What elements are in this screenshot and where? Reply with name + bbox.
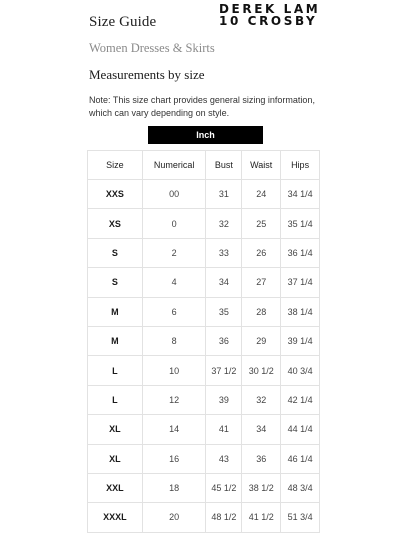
table-row <box>88 503 320 532</box>
cell-bust: 45 1/2 <box>206 473 242 502</box>
cell-waist: 32 <box>242 385 281 414</box>
cell-bust: 37 1/2 <box>206 356 242 385</box>
cell-size: L <box>88 385 143 414</box>
column-header-waist: Waist <box>242 151 281 180</box>
table-row <box>88 297 320 326</box>
cell-size: S <box>88 268 143 297</box>
cell-waist: 36 <box>242 444 281 473</box>
table-row <box>88 473 320 502</box>
cell-waist: 34 <box>242 415 281 444</box>
table-row <box>88 356 320 385</box>
cell-hips: 35 1/4 <box>281 209 320 238</box>
cell-hips: 40 3/4 <box>281 356 320 385</box>
cell-bust: 33 <box>206 238 242 267</box>
cell-hips: 36 1/4 <box>281 238 320 267</box>
section-heading: Measurements by size <box>89 67 205 82</box>
table-row <box>88 180 320 209</box>
cell-numerical: 6 <box>142 297 206 326</box>
cell-bust: 31 <box>206 180 242 209</box>
cell-waist: 24 <box>242 180 281 209</box>
cell-size: XXS <box>88 180 143 209</box>
cell-waist: 25 <box>242 209 281 238</box>
cell-numerical: 8 <box>142 326 206 355</box>
cell-hips: 34 1/4 <box>281 180 320 209</box>
cell-numerical: 4 <box>142 268 206 297</box>
table-row <box>88 238 320 267</box>
cell-waist: 29 <box>242 326 281 355</box>
cell-size: XXL <box>88 473 143 502</box>
table-row <box>88 385 320 414</box>
cell-size: L <box>88 356 143 385</box>
cell-size: XXXL <box>88 503 143 532</box>
cell-numerical: 00 <box>142 180 206 209</box>
cell-bust: 48 1/2 <box>206 503 242 532</box>
cell-waist: 41 1/2 <box>242 503 281 532</box>
cell-waist: 26 <box>242 238 281 267</box>
cell-numerical: 12 <box>142 385 206 414</box>
brand-logo-line-2: 10 CROSBY <box>219 14 318 28</box>
cell-numerical: 2 <box>142 238 206 267</box>
cell-bust: 34 <box>206 268 242 297</box>
cell-hips: 48 3/4 <box>281 473 320 502</box>
table-body <box>88 180 320 533</box>
cell-numerical: 0 <box>142 209 206 238</box>
column-header-bust: Bust <box>206 151 242 180</box>
size-table <box>87 150 320 533</box>
cell-hips: 46 1/4 <box>281 444 320 473</box>
table-row <box>88 209 320 238</box>
brand-logo-line-1: DEREK LAM <box>219 2 321 16</box>
table-row <box>88 268 320 297</box>
cell-hips: 42 1/4 <box>281 385 320 414</box>
cell-waist: 28 <box>242 297 281 326</box>
cell-bust: 36 <box>206 326 242 355</box>
table-row <box>88 444 320 473</box>
brand-logo <box>219 3 320 27</box>
column-header-numerical: Numerical <box>142 151 206 180</box>
cell-size: S <box>88 238 143 267</box>
table-header-row <box>88 151 320 180</box>
cell-hips: 39 1/4 <box>281 326 320 355</box>
cell-waist: 38 1/2 <box>242 473 281 502</box>
cell-size: M <box>88 297 143 326</box>
column-header-size: Size <box>88 151 143 180</box>
cell-bust: 43 <box>206 444 242 473</box>
cell-hips: 37 1/4 <box>281 268 320 297</box>
cell-bust: 41 <box>206 415 242 444</box>
cell-size: XL <box>88 444 143 473</box>
cell-numerical: 16 <box>142 444 206 473</box>
column-header-hips: Hips <box>281 151 320 180</box>
cell-hips: 51 3/4 <box>281 503 320 532</box>
cell-bust: 39 <box>206 385 242 414</box>
cell-hips: 44 1/4 <box>281 415 320 444</box>
cell-numerical: 10 <box>142 356 206 385</box>
table-row <box>88 326 320 355</box>
cell-bust: 32 <box>206 209 242 238</box>
category-subtitle: Women Dresses & Skirts <box>89 41 215 55</box>
cell-bust: 35 <box>206 297 242 326</box>
cell-size: XS <box>88 209 143 238</box>
cell-size: XL <box>88 415 143 444</box>
cell-numerical: 20 <box>142 503 206 532</box>
unit-tab-inch[interactable]: Inch <box>148 126 263 144</box>
cell-numerical: 14 <box>142 415 206 444</box>
cell-size: M <box>88 326 143 355</box>
page-title: Size Guide <box>89 14 157 30</box>
cell-hips: 38 1/4 <box>281 297 320 326</box>
table-row <box>88 415 320 444</box>
cell-waist: 30 1/2 <box>242 356 281 385</box>
cell-numerical: 18 <box>142 473 206 502</box>
cell-waist: 27 <box>242 268 281 297</box>
sizing-note: Note: This size chart provides general sizing information, which can vary depending on style. <box>89 95 315 118</box>
